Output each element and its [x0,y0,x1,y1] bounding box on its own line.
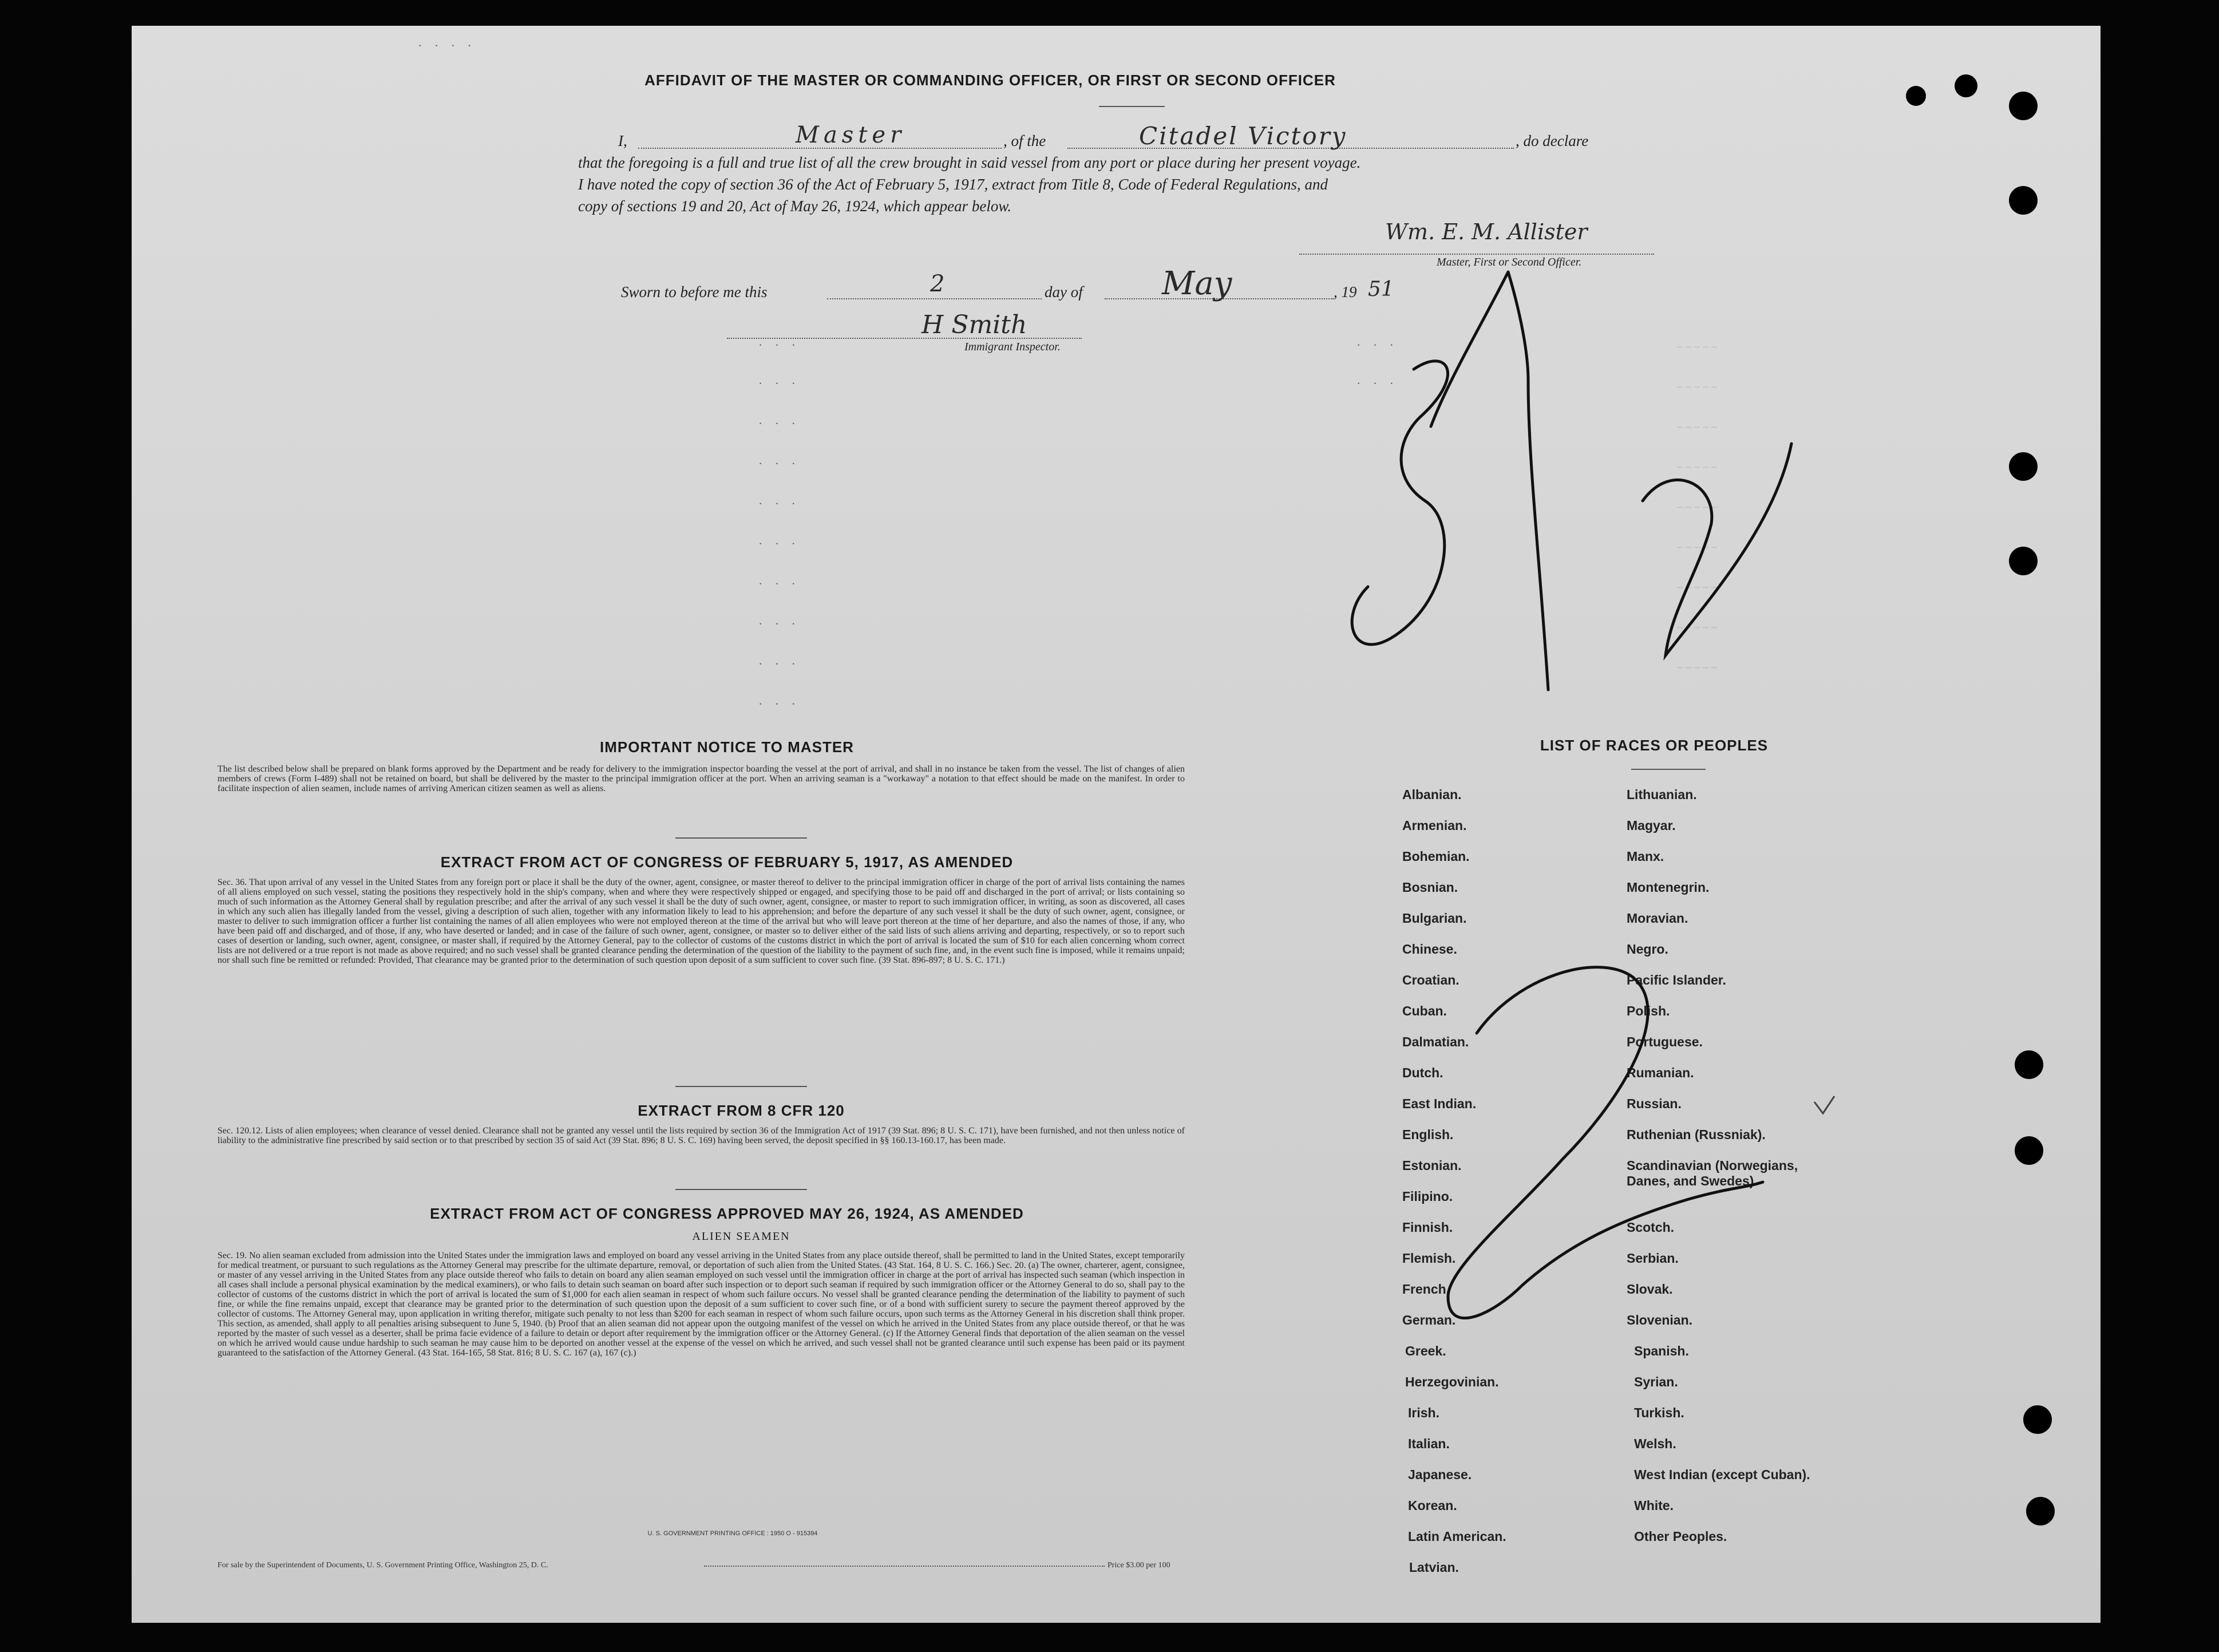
race-right-item: Polish. [1627,1003,1670,1018]
race-left-item: East Indian. [1402,1096,1477,1111]
day-handwritten: 2 [930,271,945,297]
document-page: · · · · AFFIDAVIT OF THE MASTER OR COMMANDING OFFICER, OR FIRST OR SECOND OFFICER I, Master , of the Citadel Victory , do declare that the foregoing is a full and true list of all the crew brought in said vessel from any port or place during her present voyage. I have noted the copy of section 36 of the Act of February 5, 1917, extract from Title 8, Code of Federal Regulations, and copy of sections 19 and 20, Act of May 26, 1924, which appear below. Wm. E. M. Allister Master, First or Second Officer. Sworn to before me this 2 day of May , 19 51 H Smith Immigrant Inspector. · · · · · · · · · · · · · · · · · · · · · · · · · · · · · · · · · · · · – – – – – – – – – – – – – – – – – – – – – – – – – – – – – – – – – – – – – – – – – – – – – IMPORTANT NOTICE TO MASTER The list described below shall be prepared on blank forms approved by the Department and be ready for delivery to the immigration inspector boarding the vessel at the port of arrival, and shall in no instance be taken from the vessel. The list of changes of alien members of crews (Form I-489) shall not be retained on board, but shall be delivered by the master to the principal immigration officer at the port. When an arriving seaman is a "workaway" a notation to that effect should be made on the manifest. In order to facilitate inspection of alien seamen, include names of arriving American citizen seamen as well as aliens. EXTRACT FROM ACT OF CONGRESS OF FEBRUARY 5, 1917, AS AMENDED Sec. 36. That upon arrival of any vessel in the United States from any foreign port or place it shall be the duty of the owner, agent, consignee, or master thereof to deliver to the principal immigration officer in charge of the port of arrival lists containing the names of all aliens employed on such vessel, stating the positions they respectively hold in the ship's company, when and where they were respectively shipped or engaged, and specifying those to be paid off and discharged in the port of arrival; or lists containing so much of such information as the Attorney General shall by regulation prescribe; and after the arrival of any such vessel it shall be the duty of such owner, agent, consignee, or master to report to such immigration officer, in writing, as soon as discovered, all cases in which any such alien has illegally landed from the vessel, giving a description of such alien, together with any information likely to lead to his apprehension; and before the departure of any such vessel it shall be the duty of such owner, agent, consignee, or master to deliver to such immigration officer a further list containing the names of all alien employees who were not employed thereon at the time of the arrival but who will leave port thereon at the time of her departure, and also the names of those, if any, who have been paid off and discharged, and of those, if any, who have deserted or landed; and in case of the failure of such owner, agent, consignee, or master so to deliver either of the said lists of such aliens arriving and departing, respectively, or so to report such cases of desertion or landing, such owner, agent, consignee, or master shall, if required by the Attorney General, pay to the collector of customs of the customs district in which the port of arrival is located the sum of $10 for each alien concerning whom correct lists are not delivered or a true report is not made as above required; and no such vessel shall be granted clearance pending the determination of the question of the liability to the payment of such fine, and, in the event such fine is imposed, while it remains unpaid; nor shall such fine be remitted or refunded: Provided, That clearance may be granted prior to the determination of such question upon deposit of a sum sufficient to cover such fine. (39 Stat. 896-897; 8 U. S. C. 171.) EXTRACT FROM 8 CFR 120 Sec. 120.12. Lists of alien employees; when clearance of vessel denied. Clearance shall not be granted any vessel until the lists required by section 36 of the Immigration Act of 1917 (39 Stat. 896; 8 U. S. C. 171), have been furnished, and not then unless notice of liability to the administrative fine prescribed by said section or to that prescribed by section 35 of said Act (39 Stat. 896; 8 U. S. C. 169) having been served, the deposit specified in §§ 160.13-160.17, has been made. EXTRACT FROM ACT OF CONGRESS APPROVED MAY 26, 1924, AS AMENDED ALIEN SEAMEN Sec. 19. No alien seaman excluded from admission into the United States under the immigration laws and employed on board any vessel arriving in the United States from any place outside thereof, shall be permitted to land in the United States, except temporarily for medical treatment, or pursuant to such regulations as the Attorney General may prescribe for the ultimate departure, removal, or deportation of such alien from the United States. (43 Stat. 164, 8 U. S. C. 166.) Sec. 20. (a) The owner, charterer, agent, consignee, or master of any vessel arriving in the United States from any place outside thereof who fails to detain on board any alien seaman employed on such vessel until the immigration officer in charge at the port of arrival has inspected such seaman (which inspection in all cases shall include a personal physical examination by the medical examiners), or who fails to detain such seaman on board after such inspection or to deport such seaman if required by such immigration officer or the Attorney General to do so, shall pay to the collector of customs of the customs district in which the port of arrival is located the sum of $1,000 for each alien seaman in respect of whom such failure occurs. No vessel shall be granted clearance pending the determination of the liability to payment of such fine, or while the fine remains unpaid, except that clearance may be granted prior to the determination of such question upon the deposit of a sum sufficient to cover such fine, or of a bond with sufficient surety to secure the payment thereof approved by the collector of customs. The Attorney General may, upon application in writing therefor, mitigate such penalty to not less than $200 for each seaman in respect of whom such failure occurs, upon such terms as the Attorney General in his discretion shall think proper. This section, as amended, shall apply to all penalties arising subsequent to June 5, 1940. (b) Proof that an alien seaman did not appear upon the outgoing manifest of the vessel on which he arrived in the United States from any place outside thereof, or that he was reported by the master of such vessel as a deserter, shall be prima facie evidence of a failure to detain or deport after requirement by the immigration officer or the Attorney General. (c) If the Attorney General finds that deportation of the alien seaman on the vessel on which he arrived would cause undue hardship to such seaman he may cause him to be deported on another vessel at the expense of the vessel on which he arrived, and such vessel shall not be granted clearance until such expense has been paid or its payment guaranteed to the satisfaction of the Attorney General. (43 Stat. 164-165, 58 Stat. 816; 8 U. S. C. 167 (a), 167 (c).) U. S. GOVERNMENT PRINTING OFFICE : 1950 O - 915394 For sale by the Superintendent of Documents, U. S. Government Printing Office, Washington 25, D. C. Price $3.00 per 100 LIST OF RACES OR PEOPLES Albanian. Armenian. Bohemian. Bosnian. Bulgarian. Chinese. Croatian. Cuban. Dalmatian. Dutch. East Indian. English. Estonian. Filipino. Finnish. Flemish. French. German. Greek. Herzegovinian. Irish. Italian. Japanese. Korean. Latin American. Latvian. Lithuanian. Magyar. Manx. Montenegrin. Moravian. Negro. Pacific Islander. Polish. Portuguese. Rumanian. Russian. Ruthenian (Russniak). Scandinavian (Norwegians, Danes, and Swedes). Scotch. Serbian. Slovak. Slovenian. Spanish. Syrian. Turkish. Welsh. West Indian (except Cuban). White. Other Peoples. [132,26,2101,1623]
punch-hole [2009,186,2038,215]
race-left-item: Japanese. [1408,1467,1472,1482]
race-left-item: Filipino. [1402,1189,1453,1204]
handwritten-big-2-stroke [1448,967,1763,1318]
affidavit-line-4: copy of sections 19 and 20, Act of May 26, 1924, which appear below. [578,197,1012,215]
punch-hole [2015,1136,2043,1165]
race-right-item: White. [1634,1498,1674,1513]
race-left-item: French. [1402,1282,1450,1297]
race-left-item: Chinese. [1402,942,1457,957]
race-right-item: Pacific Islander. [1627,973,1726,987]
race-left-item: Bulgarian. [1402,911,1467,926]
ink-blot [1906,86,1926,106]
year-prefix: , 19 [1334,283,1357,301]
sale-notice: For sale by the Superintendent of Documents, U. S. Government Printing Office, Washington 25, D. C. [217,1561,548,1570]
extract-1924-heading: EXTRACT FROM ACT OF CONGRESS APPROVED MAY 26, 1924, AS AMENDED [430,1205,1024,1222]
race-right-item: Syrian. [1634,1374,1678,1389]
of-the-label: , of the [1003,132,1046,149]
extract-1917-heading: EXTRACT FROM ACT OF CONGRESS OF FEBRUARY 5, 1917, AS AMENDED [440,853,1014,871]
race-left-item: Albanian. [1402,787,1462,802]
race-right-item: Welsh. [1634,1436,1676,1451]
notice-text: The list described below shall be prepared on blank forms approved by the Department and be ready for delivery to the immigration inspector boarding the vessel at the port of arrival, and shall in no instance be taken from the vessel. The list of changes of alien members of crews (Form I-489) shall not be retained on board, but shall be delivered by the master to the principal immigration officer at the port. When an arriving seaman is a "workaway" a notation to that effect should be made on the manifest. In order to facilitate inspection of alien seamen, include names of arriving American citizen seamen as well as aliens. [217,764,1185,793]
race-right-item: Other Peoples. [1634,1529,1727,1544]
signature-caption: Master, First or Second Officer. [1437,256,1582,268]
race-right-item: Ruthenian (Russniak). [1627,1127,1766,1142]
race-right-item: Negro. [1627,942,1668,957]
master-signature: Wm. E. M. Allister [1385,219,1588,244]
race-left-item: Korean. [1408,1498,1457,1513]
race-left-item: Croatian. [1402,973,1459,987]
race-left-item: German. [1402,1313,1456,1327]
race-right-item: Spanish. [1634,1343,1689,1358]
race-right-item: Lithuanian. [1627,787,1697,802]
race-right-item: Manx. [1627,849,1664,864]
affidavit-i-label: I, [618,132,627,149]
race-left-item: Herzegovinian. [1405,1374,1499,1389]
affidavit-line-2: that the foregoing is a full and true list of all the crew brought in said vessel from any port or place during her present voyage. [578,154,1361,171]
punch-hole [2009,92,2038,120]
handwritten-3-stroke [1352,361,1447,645]
race-left-item: Cuban. [1402,1003,1447,1018]
punch-hole [2009,547,2038,575]
price-notice: Price $3.00 per 100 [1107,1561,1170,1570]
punch-hole [2023,1405,2052,1434]
race-left-item: English. [1402,1127,1454,1142]
race-left-item: Dalmatian. [1402,1034,1469,1049]
race-left-item: Italian. [1408,1436,1450,1451]
race-right-item: Slovenian. [1627,1313,1693,1327]
race-left-item: Bohemian. [1402,849,1470,864]
extract-cfr-text: Sec. 120.12. Lists of alien employees; when clearance of vessel denied. Clearance shall not be granted any vessel until the lists required by section 36 of the Immigration Act of 1917 (39 Stat. 896; 8 U. S. C. 171), have been furnished, and not then unless notice of liability to the administrative fine prescribed by said section or to that prescribed by section 35 of said Act (39 Stat. 896; 8 U. S. C. 169) having been served, the deposit specified in §§ 160.13-160.17, has been made. [217,1126,1185,1145]
year-handwritten: 51 [1368,278,1394,301]
race-left-item: Bosnian. [1402,880,1458,895]
day-of-label: day of [1045,283,1083,301]
sworn-label: Sworn to before me this [621,283,768,301]
top-dots: · · · · [418,38,476,53]
race-right-item: Russian. [1627,1096,1682,1111]
gpo-imprint: U. S. GOVERNMENT PRINTING OFFICE : 1950 O - 915394 [647,1530,818,1537]
inspector-caption: Immigrant Inspector. [964,341,1061,353]
handwritten-7-stroke [1431,272,1548,690]
race-right-item: Moravian. [1627,911,1688,926]
alien-seamen-subheading: ALIEN SEAMEN [692,1230,790,1243]
master-handwritten: Master [796,122,906,148]
ink-blot [1955,74,1977,97]
race-right-item: Turkish. [1634,1405,1684,1420]
race-right-item: Portuguese. [1627,1034,1703,1049]
race-right-item: West Indian (except Cuban). [1634,1467,1810,1482]
punch-hole [2026,1497,2055,1525]
extract-1924-text: Sec. 19. No alien seaman excluded from admission into the United States under the immigration laws and employed on board any vessel arriving in the United States from any place outside thereof, shall be permitted to land in the United States, except temporarily for medical treatment, or pursuant to such regulations as the Attorney General may prescribe for the ultimate departure, removal, or deportation of such alien from the United States. (43 Stat. 164, 8 U. S. C. 166.) Sec. 20. (a) The owner, charterer, agent, consignee, or master of any vessel arriving in the United States from any place outside thereof who fails to detain on board any alien seaman employed on such vessel until the immigration officer in charge at the port of arrival has inspected such seaman (which inspection in all cases shall include a personal physical examination by the medical examiners), or who fails to detain such seaman on board after such inspection or to deport such seaman if required by such immigration officer or the Attorney General to do so, shall pay to the collector of customs of the customs district in which the port of arrival is located the sum of $1,000 for each alien seaman in respect of whom such failure occurs. No vessel shall be granted clearance pending the determination of the liability to payment of such fine, or while the fine remains unpaid, except that clearance may be granted prior to the determination of such question upon the deposit of a sum sufficient to cover such fine, or of a bond with sufficient surety to secure the payment thereof approved by the collector of customs. The Attorney General may, upon application in writing therefor, mitigate such penalty to not less than $200 for each seaman in respect of whom such failure occurs, upon such terms as the Attorney General in his discretion shall think proper. This section, as amended, shall apply to all penalties arising subsequent to June 5, 1940. (b) Proof that an alien seaman did not appear upon the outgoing manifest of the vessel on which he arrived in the United States from any place outside thereof, or that he was reported by the master of such vessel as a deserter, shall be prima facie evidence of a failure to detain or deport after requirement by the immigration officer or the Attorney General. (c) If the Attorney General finds that deportation of the alien seaman on the vessel on which he arrived would cause undue hardship to such seaman he may cause him to be deported on another vessel at the expense of the vessel on which he arrived, and such vessel shall not be granted clearance until such expense has been paid or its payment guaranteed to the satisfaction of the Attorney General. (43 Stat. 164-165, 58 Stat. 816; 8 U. S. C. 167 (a), 167 (c).) [217,1251,1185,1358]
race-right-item: Magyar. [1627,818,1676,833]
affidavit-line-3: I have noted the copy of section 36 of the Act of February 5, 1917, extract from Title 8, Code of Federal Regulations, and [578,176,1328,193]
punch-hole [2009,452,2038,481]
race-left-item: Dutch. [1402,1065,1443,1080]
affidavit-title: AFFIDAVIT OF THE MASTER OR COMMANDING OFFICER, OR FIRST OR SECOND OFFICER [644,72,1336,89]
month-handwritten: May [1162,265,1232,302]
extract-cfr-heading: EXTRACT FROM 8 CFR 120 [638,1102,845,1119]
race-right-item: Scandinavian (Norwegians, Danes, and Swedes). [1627,1158,1798,1188]
handwritten-2-stroke [1643,444,1791,655]
inspector-signature: H Smith [921,310,1027,339]
race-left-item: Latin American. [1408,1529,1506,1544]
race-right-item: Serbian. [1627,1251,1679,1266]
check-mark-stroke [1814,1096,1834,1113]
race-right-item: Montenegrin. [1627,880,1710,895]
race-left-item: Finnish. [1402,1220,1453,1235]
vessel-handwritten: Citadel Victory [1139,122,1347,150]
race-right-item: Slovak. [1627,1282,1673,1297]
race-left-item: Latvian. [1409,1560,1459,1575]
race-left-item: Irish. [1408,1405,1439,1420]
race-right-item: Scotch. [1627,1220,1675,1235]
race-left-item: Greek. [1405,1343,1446,1358]
race-left-item: Estonian. [1402,1158,1462,1173]
extract-1917-text: Sec. 36. That upon arrival of any vessel in the United States from any foreign port or place it shall be the duty of the owner, agent, consignee, or master thereof to deliver to the principal immigration officer in charge of the port of arrival lists containing the names of all aliens employed on such vessel, stating the positions they respectively hold in the ship's company, when and where they were respectively shipped or engaged, and specifying those to be paid off and discharged in the port of arrival; or lists containing so much of such information as the Attorney General shall by regulation prescribe; and after the arrival of any such vessel it shall be the duty of such owner, agent, consignee, or master to report to such immigration officer, in writing, as soon as discovered, all cases in which any such alien has illegally landed from the vessel, giving a description of such alien, together with any information likely to lead to his apprehension; and before the departure of any such vessel it shall be the duty of such owner, agent, consignee, or master to deliver to such immigration officer a further list containing the names of all alien employees who were not employed thereon at the time of the arrival but who will leave port thereon at the time of her departure, and also the names of those, if any, who have been paid off and discharged, and of those, if any, who have deserted or landed; and in case of the failure of such owner, agent, consignee, or master so to deliver either of the said lists of such aliens arriving and departing, respectively, or so to report such cases of desertion or landing, such owner, agent, consignee, or master shall, if required by the Attorney General, pay to the collector of customs of the customs district in which the port of arrival is located the sum of $10 for each alien concerning whom correct lists are not delivered or a true report is not made as above required; and no such vessel shall be granted clearance pending the determination of the question of the liability to the payment of such fine, and, in the event such fine is imposed, while it remains unpaid; nor shall such fine be remitted or refunded: Provided, That clearance may be granted prior to the determination of such question upon deposit of a sum sufficient to cover such fine. (39 Stat. 896-897; 8 U. S. C. 171.) [217,878,1185,965]
notice-heading: IMPORTANT NOTICE TO MASTER [600,738,854,756]
do-declare-label: , do declare [1516,132,1589,149]
punch-hole [2015,1050,2043,1079]
race-right-item: Rumanian. [1627,1065,1694,1080]
handwritten-strokes [132,26,2101,1623]
races-heading: LIST OF RACES OR PEOPLES [1540,737,1769,754]
race-left-item: Flemish. [1402,1251,1456,1266]
race-left-item: Armenian. [1402,818,1467,833]
